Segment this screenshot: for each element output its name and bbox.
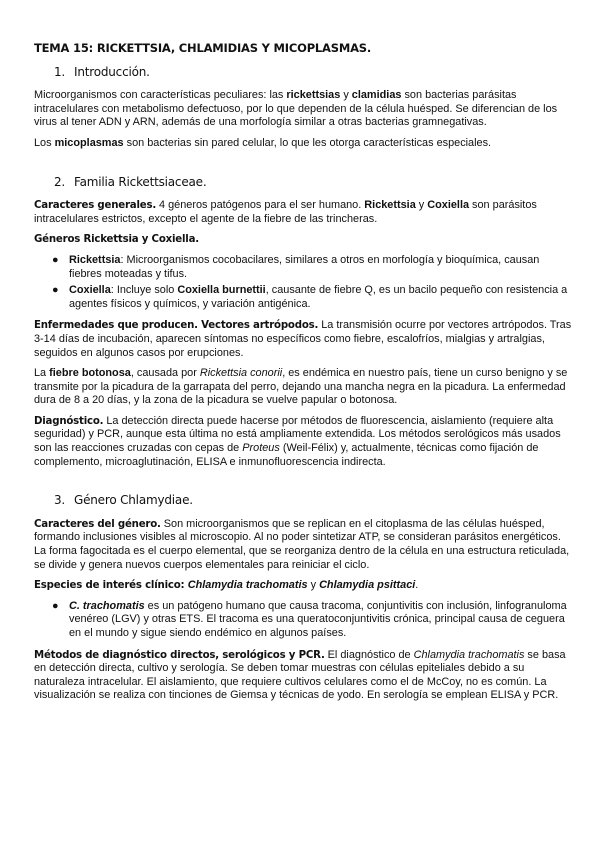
chlam-paragraph-metodos: Métodos de diagnóstico directos, serológicos y PCR. El diagnóstico de Chlamydia trachomatis se basa en detección directa, cultivo y serología. Se deben tomar muestras con células epiteliales debido a su naturaleza intracelular. El aislamiento, que requiere cultivos celulares como el de McCoy, no es común. La visualización se realiza con tinciones de Giemsa y técnicas de yodo. En serología se emplean ELISA y PCR.	[34, 648, 566, 702]
list-item: ● C. trachomatis es un patógeno humano que causa tracoma, conjuntivitis con inclusión, linfogranuloma venéreo (LGV) y otras ETS. El tracoma es una queratoconjuntivitis crónica, principal causa de ceguera en el mundo y sigue siendo endémico en algunos países.	[52, 599, 567, 639]
paragraph-lead: Diagnóstico.	[34, 415, 104, 427]
rick-paragraph-botonosa: La fiebre botonosa, causada por Rickettsia conorii, es endémica en nuestro país, tiene un curso benigno y se transmite por la picadura de la garrapata del perro, dejando una mancha negra en la picadura. La enfermedad dura de 8 a 20 días, y la zona de la picadura se vuelve papular o botonosa.	[34, 367, 568, 407]
intro-paragraph-1: Microorganismos con características peculiares: las rickettsias y clamidias son bacterias parásitas intracelulares con metabolismo defectuoso, por lo que dependen de la célula huésped. Se diferencian de los virus al tener ADN y ARN, además de una morfología similar a otras bacterias gramnegativas.	[34, 89, 558, 129]
section-number: 3.	[54, 493, 66, 508]
list-item: ● Coxiella: Incluye solo Coxiella burnettii, causante de fiebre Q, es un bacilo pequeño con resistencia a agentes físicos y químicos, y variación antigénica.	[52, 284, 568, 310]
rick-paragraph-diagnostico: Diagnóstico. La detección directa puede hacerse por métodos de fluorescencia, aislamiento (requiere alta seguridad) y PCR, aunque esta última no está ampliamente extendida. Los métodos serológicos más usados son las reacciones cruzadas con cepas de Proteus (Weil-Félix) y, actualmente, técnicas como fijación de complemento, microaglutinación, ELISA e inmunofluorescencia indirecta.	[34, 414, 561, 468]
paragraph-lead: Métodos de diagnóstico directos, serológicos y PCR.	[34, 649, 325, 661]
rick-paragraph-general: Caracteres generales. 4 géneros patógenos para el ser humano. Rickettsia y Coxiella son parásitos intracelulares estrictos, excepto el agente de la fiebre de las trincheras.	[34, 199, 537, 225]
bullet-icon: ●	[52, 599, 59, 612]
section-heading-intro	[54, 66, 574, 80]
section-number: 1.	[54, 64, 66, 79]
section-title: Introducción.	[74, 64, 150, 79]
section-title: Familia Rickettsiaceae.	[74, 174, 207, 189]
subheading-generos: Géneros Rickettsia y Coxiella.	[34, 234, 199, 246]
genera-list	[34, 254, 574, 311]
paragraph-lead: Enfermedades que producen. Vectores artrópodos.	[34, 320, 319, 332]
paragraph-lead: Caracteres del género.	[34, 518, 161, 530]
section-heading-chlamydiae	[54, 494, 574, 508]
subheading-especies: Especies de interés clínico: Chlamydia trachomatis y Chlamydia psittaci.	[34, 579, 419, 592]
rick-paragraph-enfermedades: Enfermedades que producen. Vectores artrópodos. La transmisión ocurre por vectores artrópodos. Tras 3-14 días de incubación, aparecen síntomas no específicos como fiebre, escalofríos, mialgias y artralgias, seguidos en algunos casos por erupciones.	[34, 319, 572, 359]
list-item: ● Rickettsia: Microorganismos cocobacilares, similares a otros en morfología y bioquímica, causan fiebres moteadas y tifus.	[52, 253, 540, 280]
section-number: 2.	[54, 174, 66, 189]
intro-paragraph-2: Los micoplasmas son bacterias sin pared celular, lo que les otorga características especiales.	[34, 136, 492, 149]
paragraph-lead: Caracteres generales.	[34, 200, 157, 212]
document-page	[34, 42, 574, 710]
bullet-icon: ●	[52, 253, 59, 266]
chlam-paragraph-caracteres: Caracteres del género. Son microorganismos que se replican en el citoplasma de las células huésped, formando inclusiones visibles al microscopio. Al no poder sintetizar ATP, se consideran parásitos energéticos. La forma fagocitada es el cuerpo elemental, que se reorganiza dentro de la célula en una estructura reticulada, se divide y genera nuevos cuerpos elementales para reiniciar el ciclo.	[34, 517, 570, 571]
species-list	[34, 600, 574, 641]
section-heading-rickettsiaceae	[54, 176, 574, 190]
document-title: TEMA 15: RICKETTSIA, CHLAMIDIAS Y MICOPLASMAS.	[34, 41, 372, 55]
bullet-icon: ●	[52, 284, 59, 297]
section-title: Género Chlamydiae.	[74, 493, 193, 508]
